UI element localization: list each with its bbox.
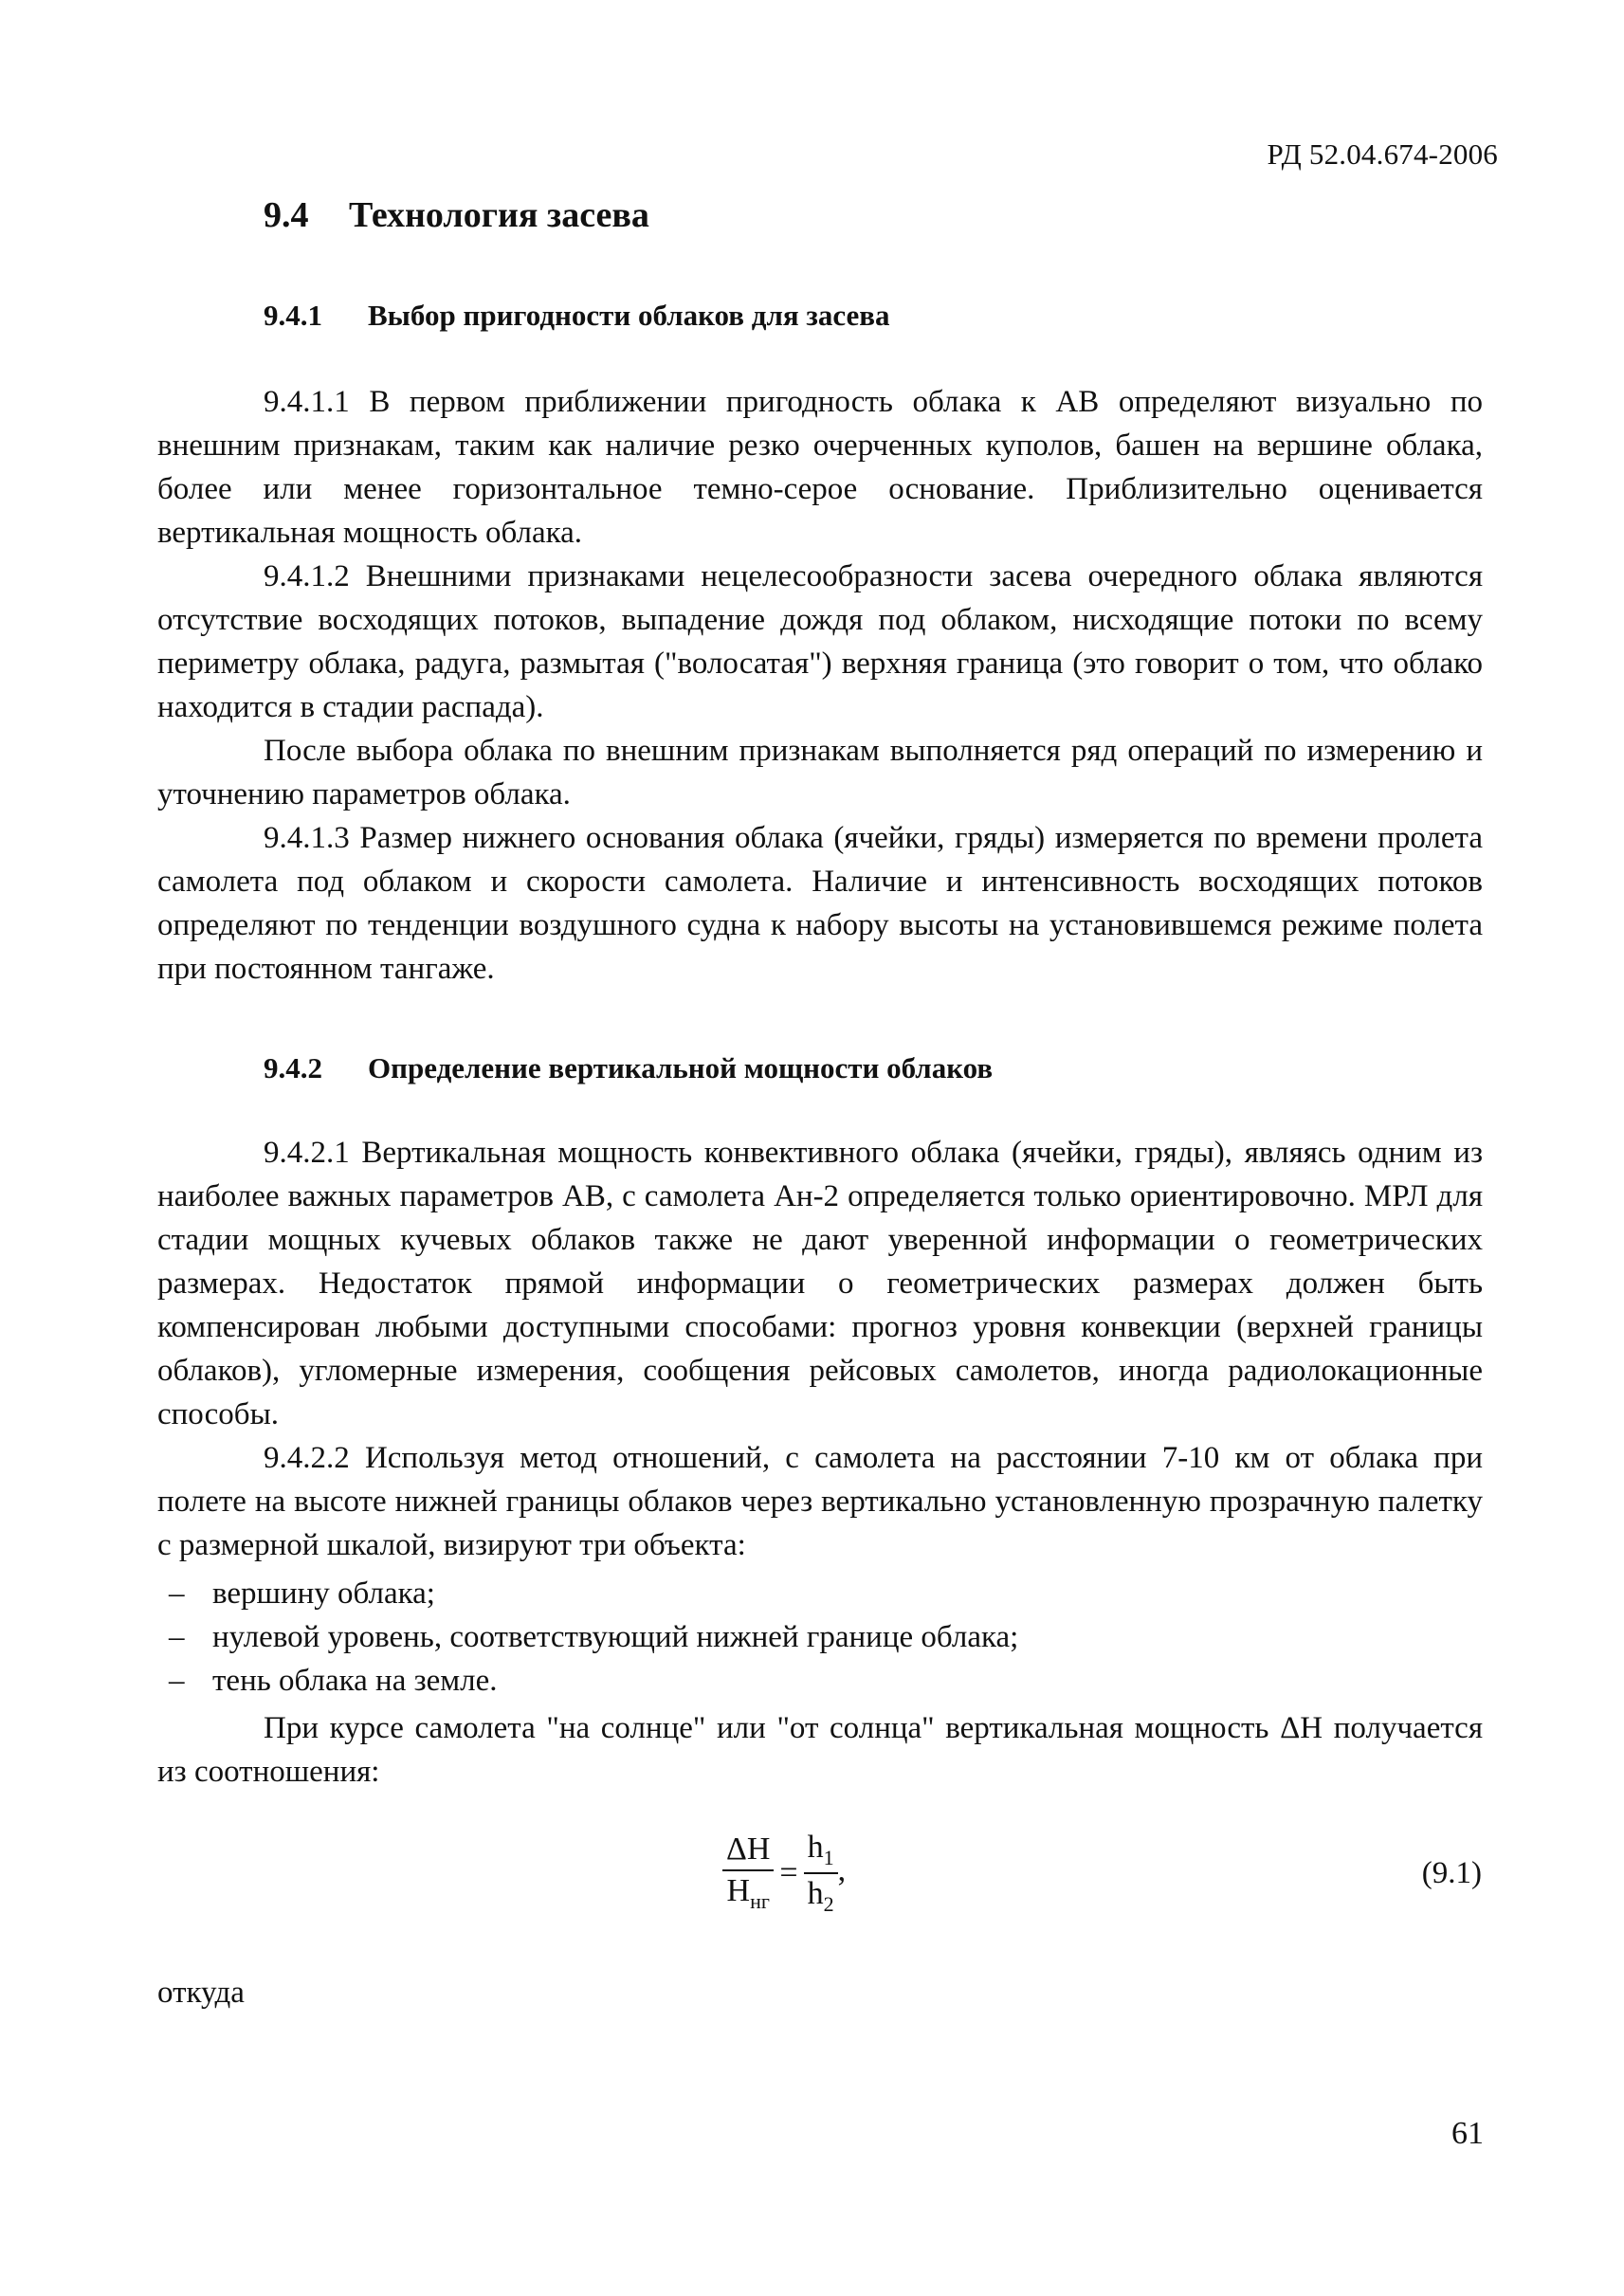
section-number: 9.4.1	[264, 299, 322, 332]
subscript: нг	[750, 1889, 770, 1914]
numerator: ΔН	[722, 1831, 774, 1871]
dash-marker: –	[169, 1664, 185, 1698]
section-title: Выбор пригодности облаков для засева	[368, 299, 890, 332]
symbol: h	[807, 1875, 824, 1911]
paragraph: 9.4.2.2 Используя метод отношений, с самолета на расстоянии 7-10 км от облака при полете на высоте нижней границы облаков через вертикально установленную прозрачную палетку с размерной шкалой, визируют три объекта:	[157, 1441, 1483, 1562]
numerator	[804, 1830, 838, 1874]
section-number: 9.4.2	[264, 1051, 322, 1084]
page-number: 61	[1451, 2116, 1484, 2151]
formula-9-1	[722, 1830, 846, 1917]
subscript: 1	[823, 1845, 834, 1869]
denominator	[804, 1874, 838, 1917]
text-block-b	[157, 1131, 1483, 1567]
fraction-lhs	[722, 1831, 774, 1914]
fraction-rhs	[804, 1830, 838, 1917]
list-item	[157, 1615, 1018, 1659]
section-title: Определение вертикальной мощности облаков	[368, 1051, 994, 1084]
section-number: 9.4	[264, 195, 309, 235]
dash-marker: –	[169, 1620, 185, 1654]
list-item	[157, 1659, 498, 1703]
paragraph: 9.4.2.1 Вертикальная мощность конвективного облака (ячейки, гряды), являясь одним из наиболее важных параметров АВ, с самолета Ан-2 определяется только ориентировочно. МРЛ для стадии мощных кучевых облаков также не дают уверенной информации о геометрических размерах. Недостаток прямой информации о геометрических размерах должен быть компенсирован любыми доступными способами: прогноз уровня конвекции (верхней границы облаков), угломерные измерения, сообщения рейсовых самолетов, иногда радиолокационные способы.	[157, 1136, 1483, 1431]
section-title: Технология засева	[349, 195, 649, 235]
section-heading-9-4-2	[264, 1051, 993, 1085]
symbol: h	[807, 1830, 824, 1865]
section-heading-9-4	[264, 194, 649, 236]
equals-sign: =	[779, 1854, 798, 1890]
paragraph: 9.4.1.1 В первом приближении пригодность облака к АВ определяют визуально по внешним признакам, таким как наличие резко очерченных куполов, башен на вершине облака, более или менее горизонтальное темно-серое основание. Приблизительно оценивается вертикальная мощность облака.	[157, 385, 1483, 550]
symbol: Н	[726, 1873, 751, 1909]
paragraph: При курсе самолета "на солнце" или "от солнца" вертикальная мощность ΔН получается из соотношения:	[157, 1711, 1483, 1789]
list-item-text: нулевой уровень, соответствующий нижней границе облака;	[212, 1620, 1019, 1654]
paragraph: 9.4.1.3 Размер нижнего основания облака (ячейки, гряды) измеряется по времени пролета самолета под облаком и скорости самолета. Наличие и интенсивность восходящих потоков определяют по тенденции воздушного судна к набору высоты на установившемся режиме полета при постоянном тангаже.	[157, 821, 1483, 986]
continuation-text: откуда	[157, 1976, 245, 2010]
document-code: РД 52.04.674-2006	[1267, 137, 1498, 171]
subscript: 2	[823, 1891, 834, 1916]
list-item	[157, 1572, 435, 1615]
text-block-c	[157, 1706, 1483, 1794]
denominator	[722, 1871, 774, 1914]
formula-comma: ,	[837, 1852, 847, 1888]
section-heading-9-4-1	[264, 299, 889, 333]
paragraph: После выбора облака по внешним признакам выполняется ряд операций по измерению и уточнению параметров облака.	[157, 734, 1483, 811]
text-block-a	[157, 380, 1483, 991]
paragraph: 9.4.1.2 Внешними признаками нецелесообразности засева очередного облака являются отсутствие восходящих потоков, выпадение дождя под облаком, нисходящие потоки по всему периметру облака, радуга, размытая ("волосатая") верхняя граница (это говорит о том, что облако находится в стадии распада).	[157, 559, 1483, 724]
list-item-text: тень облака на земле.	[212, 1664, 498, 1698]
dash-marker: –	[169, 1576, 185, 1611]
equation-number: (9.1)	[1421, 1856, 1482, 1890]
list-item-text: вершину облака;	[212, 1576, 435, 1611]
